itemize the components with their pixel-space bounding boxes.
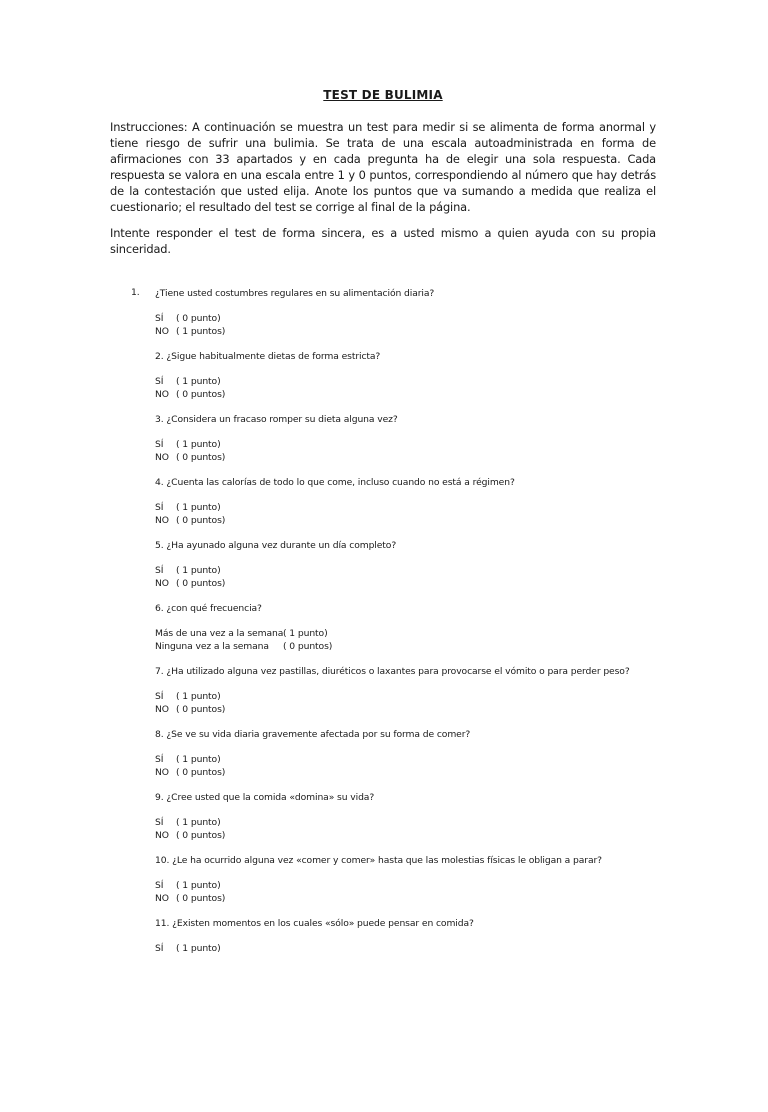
answer-option xyxy=(155,628,656,641)
question-item xyxy=(110,350,656,401)
answer-points: ( 0 puntos) xyxy=(176,451,226,463)
question-item xyxy=(110,287,656,338)
answer-options xyxy=(155,754,656,779)
answer-points: ( 1 punto) xyxy=(176,754,221,765)
answer-points: ( 1 puntos) xyxy=(176,325,226,337)
question-text: 7. ¿Ha utilizado alguna vez pastillas, diuréticos o laxantes para provocarse el vómito o para perder peso? xyxy=(155,666,630,677)
answer-option xyxy=(155,565,656,578)
answer-options xyxy=(155,313,656,338)
answer-option xyxy=(155,767,656,780)
answer-option xyxy=(155,704,656,717)
question-item xyxy=(110,602,656,653)
answer-points: ( 1 punto) xyxy=(176,502,221,513)
answer-label: NO xyxy=(155,451,169,463)
answer-points: ( 1 punto) xyxy=(283,628,328,639)
question-text: 10. ¿Le ha ocurrido alguna vez «comer y comer» hasta que las molestias físicas le obligan a parar? xyxy=(155,855,602,866)
question-item xyxy=(110,854,656,905)
answer-options xyxy=(155,817,656,842)
answer-label: SÍ xyxy=(155,439,164,450)
answer-points: ( 1 punto) xyxy=(176,565,221,576)
answer-label: SÍ xyxy=(155,691,164,702)
document-title: TEST DE BULIMIA xyxy=(323,88,443,102)
answer-label: NO xyxy=(155,388,169,400)
answer-points: ( 1 punto) xyxy=(176,376,221,387)
answer-points: ( 1 punto) xyxy=(176,439,221,450)
answer-options xyxy=(155,439,656,464)
answer-points: ( 0 puntos) xyxy=(176,892,226,904)
answer-points: ( 1 punto) xyxy=(176,943,221,954)
question-text: 4. ¿Cuenta las calorías de todo lo que come, incluso cuando no está a régimen? xyxy=(155,477,515,488)
question-item xyxy=(110,791,656,842)
answer-points: ( 0 punto) xyxy=(176,313,221,324)
question-item xyxy=(110,665,656,716)
question-text: 11. ¿Existen momentos en los cuales «sólo» puede pensar en comida? xyxy=(155,918,474,929)
question-text: 3. ¿Considera un fracaso romper su dieta alguna vez? xyxy=(155,414,398,425)
answer-label: SÍ xyxy=(155,502,164,513)
question-text: 8. ¿Se ve su vida diaria gravemente afectada por su forma de comer? xyxy=(155,729,471,740)
answer-options xyxy=(155,943,656,956)
question-text: 2. ¿Sigue habitualmente dietas de forma estricta? xyxy=(155,351,381,362)
question-item xyxy=(110,917,656,956)
answer-label: SÍ xyxy=(155,880,164,891)
document-page xyxy=(0,88,768,1112)
answer-option xyxy=(155,943,656,956)
answer-options xyxy=(155,880,656,905)
answer-option xyxy=(155,691,656,704)
question-item xyxy=(110,413,656,464)
answer-option xyxy=(155,893,656,906)
answer-option xyxy=(155,439,656,452)
answer-label: NO xyxy=(155,892,169,904)
answer-label: SÍ xyxy=(155,376,164,387)
answer-option xyxy=(155,376,656,389)
answer-option xyxy=(155,578,656,591)
answer-options xyxy=(155,691,656,716)
instructions-paragraph: Instrucciones: A continuación se muestra un test para medir si se alimenta de forma anormal y tiene riesgo de sufrir una bulimia. Se trata de una escala autoadministrada en forma de afirmaciones con 33 apartados y en cada pregunta ha de elegir una sola respuesta. Cada respuesta se valora en una escala entre 1 y 0 puntos, correspondiendo al número que hay detrás de la contestación que usted elija. Anote los puntos que va sumando a medida que realiza el cuestionario; el resultado del test se corrige al final de la página. xyxy=(110,120,656,214)
answer-label: SÍ xyxy=(155,313,164,324)
question-number: 1. xyxy=(131,287,140,298)
answer-options xyxy=(155,565,656,590)
answer-points: ( 1 punto) xyxy=(176,880,221,891)
answer-points: ( 1 punto) xyxy=(176,817,221,828)
question-text: 6. ¿con qué frecuencia? xyxy=(155,603,262,614)
answer-option xyxy=(155,830,656,843)
answer-options xyxy=(155,628,656,653)
question-list xyxy=(110,287,656,956)
question-item xyxy=(110,539,656,590)
answer-option xyxy=(155,389,656,402)
answer-label: NO xyxy=(155,703,169,715)
answer-points: ( 0 puntos) xyxy=(176,703,226,715)
answer-points: ( 0 puntos) xyxy=(176,577,226,589)
answer-option xyxy=(155,502,656,515)
answer-option xyxy=(155,452,656,465)
answer-option xyxy=(155,326,656,339)
answer-label: NO xyxy=(155,514,169,526)
answer-label: SÍ xyxy=(155,943,164,954)
question-text: ¿Tiene usted costumbres regulares en su alimentación diaria? xyxy=(155,288,435,299)
answer-option xyxy=(155,880,656,893)
answer-label: Ninguna vez a la semana xyxy=(155,640,269,652)
answer-option xyxy=(155,817,656,830)
answer-points: ( 0 puntos) xyxy=(176,388,226,400)
answer-points: ( 0 puntos) xyxy=(176,514,226,526)
question-text: 5. ¿Ha ayunado alguna vez durante un día completo? xyxy=(155,540,397,551)
question-item xyxy=(110,728,656,779)
answer-option xyxy=(155,515,656,528)
answer-options xyxy=(155,376,656,401)
answer-label: SÍ xyxy=(155,565,164,576)
answer-option xyxy=(155,641,656,654)
answer-label: NO xyxy=(155,325,169,337)
answer-points: ( 0 puntos) xyxy=(176,766,226,778)
answer-option xyxy=(155,313,656,326)
answer-points: ( 0 puntos) xyxy=(283,640,333,652)
answer-option xyxy=(155,754,656,767)
answer-label: SÍ xyxy=(155,754,164,765)
answer-points: ( 1 punto) xyxy=(176,691,221,702)
answer-label: SÍ xyxy=(155,817,164,828)
answer-label: NO xyxy=(155,577,169,589)
question-item xyxy=(110,476,656,527)
answer-label: NO xyxy=(155,766,169,778)
answer-points: ( 0 puntos) xyxy=(176,829,226,841)
answer-label: NO xyxy=(155,829,169,841)
answer-options xyxy=(155,502,656,527)
question-text: 9. ¿Cree usted que la comida «domina» su vida? xyxy=(155,792,375,803)
answer-label: Más de una vez a la semana xyxy=(155,628,284,639)
sincerity-note: Intente responder el test de forma sincera, es a usted mismo a quien ayuda con su propia sinceridad. xyxy=(110,226,656,256)
